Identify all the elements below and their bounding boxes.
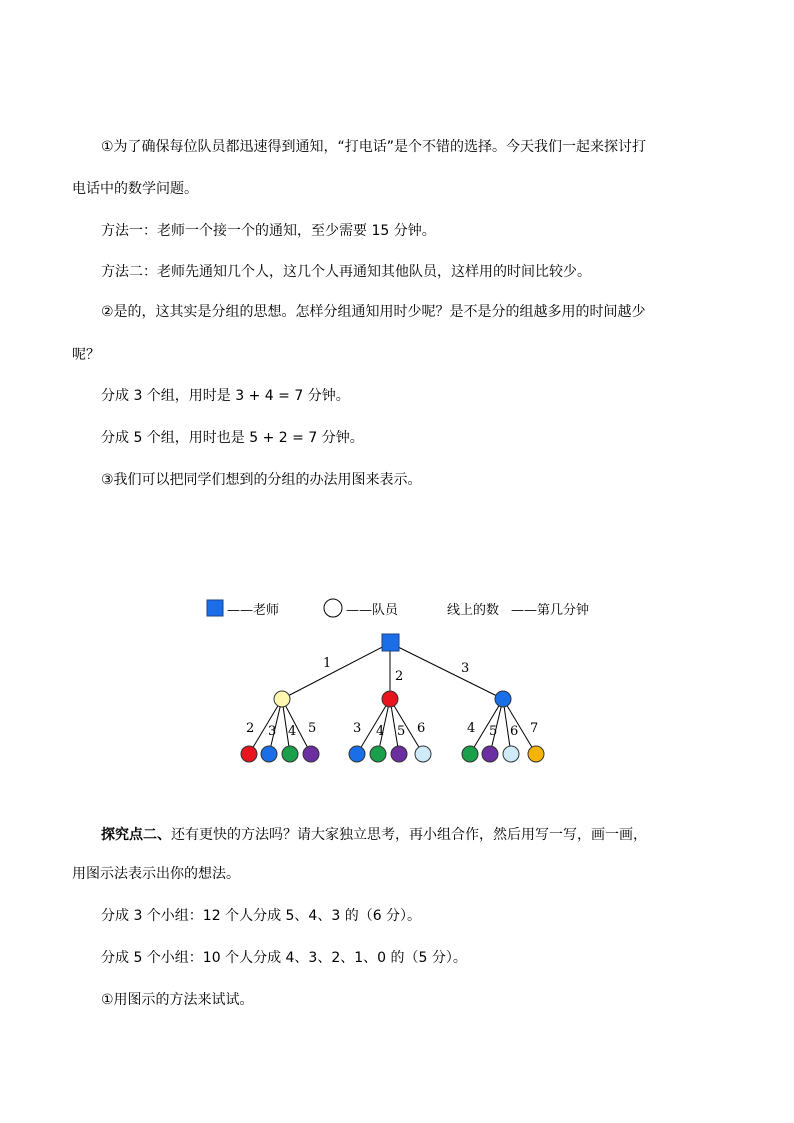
- legend-minute-label: ——第几分钟: [511, 603, 590, 618]
- member-node: [462, 746, 478, 762]
- edge-label: 5: [397, 724, 406, 739]
- five-groups-text: 分成 5 个组，用时也是 5 + 2 = 7 分钟。: [101, 430, 364, 446]
- edge-label: 4: [288, 724, 297, 739]
- edge-teacher-to-group-1: [282, 643, 390, 699]
- member-node: [282, 746, 298, 762]
- method-one-text: 方法一：老师一个接一个的通知，至少需要 15 分钟。: [101, 223, 436, 239]
- member-node: [391, 746, 407, 762]
- explore-point-line-1: [101, 825, 647, 845]
- three-small-groups-text: 分成 3 个小组：12 个人分成 5、4、3 的（6 分）。: [101, 908, 422, 924]
- member-node: [415, 746, 431, 762]
- edge-label: 2: [246, 721, 255, 736]
- edge-label: 6: [417, 721, 426, 736]
- paragraph-4-text: ①用图示的方法来试试。: [101, 992, 254, 1008]
- edge-label-1: 1: [323, 656, 332, 671]
- explore-point-line-2: 用图示法表示出你的想法。: [72, 866, 240, 882]
- member-node: [503, 746, 519, 762]
- member-node: [370, 746, 386, 762]
- member-legend-circle-icon: [324, 599, 342, 617]
- edge-teacher-to-group-3: [390, 643, 503, 699]
- member-node: [261, 746, 277, 762]
- five-small-groups-text: 分成 5 个小组：10 个人分成 4、3、2、1、0 的（5 分）。: [101, 950, 467, 966]
- member-node: [482, 746, 498, 762]
- paragraph-1-line-2: 电话中的数学问题。: [72, 181, 198, 197]
- group-2-leader-node: [382, 691, 398, 707]
- explore-point-text: 还有更快的方法吗？请大家独立思考，再小组合作，然后用写一写，画一画，: [171, 827, 647, 843]
- edge-label-2: 2: [395, 669, 404, 684]
- member-node: [349, 746, 365, 762]
- paragraph-1-line-1: ①为了确保每位队员都迅速得到通知，“打电话”是个不错的选择。今天我们一起来探讨打: [101, 139, 647, 155]
- three-groups-text: 分成 3 个组，用时是 3 + 4 = 7 分钟。: [101, 388, 350, 404]
- edge-label: 7: [530, 721, 539, 736]
- group-1-leader-node: [274, 691, 290, 707]
- group-3-leader-node: [495, 691, 511, 707]
- paragraph-3-text: ③我们可以把同学们想到的分组的办法用图来表示。: [101, 472, 422, 488]
- legend-line-number-label: 线上的数: [447, 603, 500, 618]
- explore-point-heading: 探究点二、: [101, 827, 171, 843]
- legend-teacher-label: ——老师: [227, 603, 280, 618]
- edge-label: 3: [353, 721, 362, 736]
- method-two-text: 方法二：老师先通知几个人，这几个人再通知其他队员，这样用的时间比较少。: [101, 264, 591, 280]
- edge: [357, 699, 390, 754]
- member-node: [241, 746, 257, 762]
- teacher-node: [382, 634, 399, 651]
- edge-label: 6: [510, 724, 519, 739]
- edge-label: 3: [268, 724, 277, 739]
- edge-label-3: 3: [461, 661, 470, 676]
- paragraph-2-line-1: ②是的，这其实是分组的思想。怎样分组通知用时少呢？是不是分的组越多用的时间越少: [101, 304, 646, 320]
- edge-label: 4: [376, 724, 385, 739]
- edge-label: 4: [467, 721, 476, 736]
- member-node: [528, 746, 544, 762]
- edge-label: 5: [308, 721, 317, 736]
- edge-label: 5: [489, 724, 498, 739]
- legend-member-label: ——队员: [346, 603, 399, 618]
- member-node: [303, 746, 319, 762]
- paragraph-2-line-2: 呢？: [72, 347, 100, 363]
- grouping-tree-diagram: [180, 590, 640, 780]
- teacher-legend-square-icon: [207, 600, 223, 616]
